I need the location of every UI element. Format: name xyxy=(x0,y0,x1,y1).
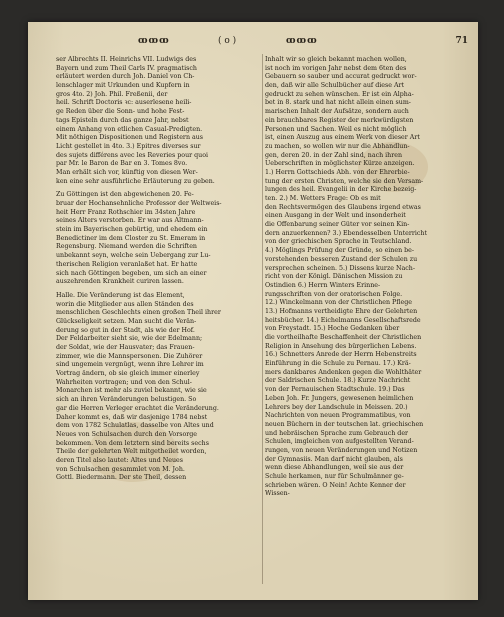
text-line: wenn diese Abhandlungen, weil sie aus der xyxy=(265,464,404,472)
text-line: der Saldrischen Schule. 18.) Kurze Nachricht xyxy=(265,377,411,385)
text-line: sind ungemein vergnügt, wenn ihre Lehrer im xyxy=(56,361,204,369)
text-line: der Soldat, wie der Hausvater; das Frauen- xyxy=(56,344,195,351)
text-line: Einführung in die Schule zu Pernau. 17.) Krä- xyxy=(265,360,411,368)
page-number: 71 xyxy=(455,36,468,46)
text-line: marischen Inhalt der Aufsätze, sondern auch xyxy=(265,108,409,116)
text-line: worin die Mitglieder aus allen Ständen des xyxy=(56,300,194,308)
text-line: ist, einen Auszug aus einem Werk von dieser Art xyxy=(265,134,420,142)
text-line: ist noch im vorigen Jahr nebst dem 6ten des xyxy=(265,64,407,72)
text-line: des sujets différens avec les Reveries pour quoi xyxy=(56,151,209,159)
text-line: Wahrheiten vortragen; und von den Schul- xyxy=(56,378,192,386)
text-line: der Gymnasiis. Man darf nicht glauben, als xyxy=(265,455,403,463)
text-line: bekommen. Von dem letztern sind bereits sechs xyxy=(56,439,209,447)
text-line: derung so gut in der Stadt, als wie der Hof. xyxy=(56,326,195,334)
text-line: die vortheilhafte Beschaffenheit der Christlichen xyxy=(265,334,422,341)
text-line: einen Ausgang in der Welt und insonderheit xyxy=(265,212,406,220)
text-line: ser Albrechts II. Heinrichs VII. Ludwigs des xyxy=(56,56,197,63)
header-center-mark: ( o ) xyxy=(218,36,237,46)
text-line: ge Reden über die Sonn- und hohe Fest- xyxy=(56,108,185,116)
text-line: unbekannt seyn, welche sein Uebergang zur Lu- xyxy=(56,252,211,260)
text-line: Ueberschriften in möglichster Kürze anzeigen. xyxy=(265,160,415,168)
text-line: gen, deren 20. in der Zahl sind, nach ihren xyxy=(265,151,403,159)
text-line: 4.) Möglings Prüfung der Gründe, so einen be- xyxy=(265,247,415,255)
text-line: Daher kommt es, daß wir dasjenige 1784 nebst xyxy=(56,413,208,421)
text-line: rungen, von neuen Veränderungen und Notizen xyxy=(265,446,418,454)
page-header xyxy=(54,36,480,50)
header-ornament-left: ꝏꝏꝏ xyxy=(138,36,170,46)
text-line: dem von 1782 Schulatlas, dasselbe von Altes und xyxy=(56,422,214,430)
text-line: Neues von Schulsachen durch den Vorsorge xyxy=(56,430,198,438)
text-line: Glückseligkeit setzen. Man sucht die Verän- xyxy=(56,317,197,325)
text-line: lenschlager mit Urkunden und Kupfern in xyxy=(56,82,190,90)
text-line: auszehrenden Krankheit curiren lassen. xyxy=(56,278,184,286)
text-line: 13.) Hofmanns vertheidigte Ehre der Gelehrten xyxy=(265,307,418,315)
text-line: sich an ihren Veränderungen belustigen. So xyxy=(56,396,197,404)
text-line: von der griechischen Sprache in Teutschland. xyxy=(265,238,412,246)
text-line: sich nach Göttingen begeben, um sich an einer xyxy=(56,269,207,277)
text-line: vorstehenden besseren Zustand der Schulen zu xyxy=(265,255,418,263)
text-line: lungen des heil. Evangelii in der Kirche bezeig- xyxy=(265,186,417,194)
text-line: Lehrers bey der Landschule in Meissen. 20.) xyxy=(265,403,408,411)
text-line: versprechen scheinen. 5.) Dissens kurze Nach- xyxy=(265,264,415,272)
column-divider xyxy=(262,54,263,584)
left-text-column xyxy=(56,56,260,483)
text-line: ten. 2.) M. Wetters Frage: Ob es mit xyxy=(265,195,381,202)
text-line: von der Pernauischen Stadtschule. 19.) Das xyxy=(265,386,405,394)
text-line: Wissen- xyxy=(265,490,290,498)
text-line: Inhalt wir so gleich bekannt machen wollen, xyxy=(265,56,407,63)
text-line: deren Titel also lautet: Altes und Neues xyxy=(56,456,184,464)
text-line: menschlichen Geschlechts einen großen Theil ihrer xyxy=(56,309,221,317)
text-line: bruar der Hochansehnliche Professor der Weltweis- xyxy=(56,200,222,207)
text-line: richt von der Königl. Dänischen Mission zu xyxy=(265,273,403,281)
text-line: Man erhält sich vor, künftig von diesen Wer- xyxy=(56,168,198,176)
text-line: Vortrag ändern, ob sie gleich immer einerley xyxy=(56,370,200,378)
text-line: Religion in Ansehung des bürgerlichen Lebens. xyxy=(265,342,417,350)
text-line: Mit nöthigen Dispositionen und Registern aus xyxy=(56,134,204,142)
text-line: heil. Schrift Doctoris ꝛc: auserlesene heili- xyxy=(56,99,192,107)
text-line: Gebauern so sauber und accurat gedruckt wor- xyxy=(265,73,417,81)
text-line: den Rechtsvermögen des Glaubens irgend etwas xyxy=(265,203,421,211)
text-line: gedruckt zu sehen wünschen. Er ist ein Alpha- xyxy=(265,90,414,98)
text-line: Licht gestellet in 4to. 3.) Epitres diverses sur xyxy=(56,142,201,150)
text-line: Bayern und zum Theil Carls IV. pragmatisch xyxy=(56,64,197,72)
text-line: dern anzuerkennen? 3.) Ebendesselben Unterricht xyxy=(265,229,427,237)
text-line: tung der ersten Christen, welche sie den Versam- xyxy=(265,177,424,185)
text-line: rungsschriften von der oratorischen Folge. xyxy=(265,290,403,298)
text-line: Zu Göttingen ist den abgewichenen 20. Fe- xyxy=(56,191,194,199)
text-line: seines Alters verstorben. Er war aus Altmann- xyxy=(56,217,204,225)
text-line: Regensburg. Niemand werden die Schriften xyxy=(56,243,197,251)
text-line: Ostindien 6.) Herrn Winters Erinne- xyxy=(265,281,381,289)
text-line: Benedictiner im dem Closter zu St. Emeram in xyxy=(56,234,206,242)
right-text-column xyxy=(265,56,472,499)
text-line: 1.) Herrn Gottschieds Abh. von der Ehrerbie- xyxy=(265,168,410,176)
text-line: Schulen, imgleichen von aufgestellten Verand- xyxy=(265,438,414,446)
text-line: von Schulsachen gesammlet von M. Joh. xyxy=(56,465,185,473)
text-line: und hebräischen Sprache zum Gebrauch der xyxy=(265,429,409,437)
text-line: par Mr. le Baron de Bar en 3. Tomes 8vo. xyxy=(56,160,188,168)
text-line: heitsbücher. 14.) Eichelmanns Gesellschaftsrede xyxy=(265,316,421,324)
text-line: mers dankbares Andenken gegen die Wohlthäter xyxy=(265,368,422,376)
text-line: therischen Religion veranlaßet hat. Er hatte xyxy=(56,260,198,268)
text-line: ein brauchbares Register der merkwürdigsten xyxy=(265,116,414,124)
text-line: 12.) Winckelmann von der Christlichen Pflege xyxy=(265,299,412,307)
text-line: Halle. Die Veränderung ist das Element, xyxy=(56,291,185,299)
text-line: erläutert werden durch Joh. Daniel von Ch- xyxy=(56,73,195,81)
text-line: Leben Joh. Fr. Jungers, gewesenen heimlichen xyxy=(265,394,414,402)
text-line: Gottl. Biedermann. Der ste Theil, dessen xyxy=(56,474,187,482)
text-line: stein im Bayerischen gebürtig, und ehedem ein xyxy=(56,226,208,234)
text-line: Theile der gelehrten Welt mitgetheilet worden, xyxy=(56,448,207,456)
text-line: 16.) Schnetters Anrede der Herrn Hebenstreits xyxy=(265,351,417,359)
text-line: den, daß wir alle Schulbücher auf diese Art xyxy=(265,82,405,90)
text-line: ken eine sehr ausführliche Erläuterung zu geben. xyxy=(56,177,215,185)
text-line: zu machen, so wollen wir nur die Abhandlun- xyxy=(265,142,410,150)
text-line: Schule herkamen, nur für Schulmänner ge- xyxy=(265,473,404,480)
text-line: Personen und Sachen. Weil es nicht möglich xyxy=(265,125,407,133)
text-line: gar die Herren Verleger erachtet die Veränderung. xyxy=(56,404,219,412)
text-line: gros 4to. 2) Joh. Phil. Freßenii, der xyxy=(56,90,168,98)
text-line: neuen Büchern in der teutschen lat. griechischen xyxy=(265,420,424,428)
text-line: Nachrichten von neuen Programmatibus, von xyxy=(265,412,411,420)
text-line: Der Feldarbeiter sieht sie, wie der Edelmann; xyxy=(56,335,203,343)
text-line: heit Herr Franz Rothschier im 34sten Jahre xyxy=(56,208,196,216)
text-line: Monarchen ist mehr als zuviel bekannt, wie sie xyxy=(56,387,207,395)
header-ornament-right: ꝏꝏꝏ xyxy=(286,36,318,46)
text-line: bet in 8. stark und hat nicht allein einen sum- xyxy=(265,99,411,107)
text-line: von Freystadt. 15.) Hoche Gedanken über xyxy=(265,325,400,333)
text-line: schrieben wären. O Nein! Achte Kenner der xyxy=(265,481,406,489)
text-line: einem Anhang von etlichen Casual-Predigten. xyxy=(56,125,203,133)
text-line: tags Episteln durch das ganze Jahr, nebst xyxy=(56,116,189,124)
text-line: zimmer, wie die Mannspersonen. Die Zuhörer xyxy=(56,352,203,360)
text-line: die Offenbarung seiner Güter vor seinen Kin- xyxy=(265,221,410,229)
